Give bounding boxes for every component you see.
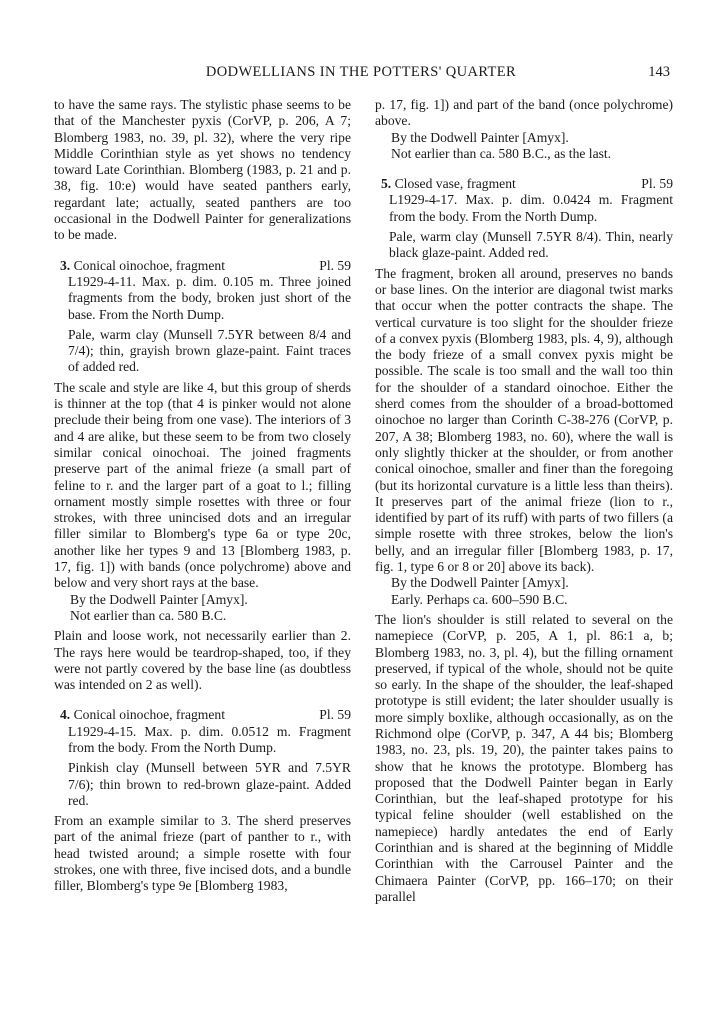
paragraph-continuation: to have the same rays. The stylistic phase seems to be that of the Manchester pyxis (CorVP, p. 206, A 7; Blomberg 1983, no. 39, pl. 32), where the very ripe Middle Corinthian style as yet shows no tendency toward Late Corinthian. Blomberg (1983, p. 21 and p. 38, fig. 10:e) would have seated panthers early, regardant late; actually, seated panthers are too occasional in the Dodwell Painter for generalizations to be made.: [54, 97, 351, 243]
entry-5-plate: Pl. 59: [641, 176, 673, 192]
entry-5-description: The fragment, broken all around, preserves no bands or base lines. On the interior are diagonal twist marks that occur when the potter contracts the shape. The vertical curvature is too slight for the shoulder frieze of a convex pyxis (Blomberg 1983, pls. 4, 9), although the body frieze of a small convex pyxis might be possible. The scale is too small and the wall too thin for the shoulder of a standard oinochoe. Either the sherd comes from the shoulder of a broad-bottomed oinochoe no larger than Corinth C-38-276 (CorVP, p. 207, A 38; Blomberg 1983, no. 60), where the wall is only slightly thicker at the shoulder, or from another conical oinochoe, smaller and finer than the foregoing (but its horizontal curvature is a little less than theirs). It preserves part of the animal frieze (lion to r., identified by part of its ruff) with parts of two fillers (a simple rosette with three strokes, below the lion's belly, and an irregular filler [Blomberg 1983, p. 17, fig. 1, type 6 or 8 or 20] above its back).: [375, 265, 673, 575]
entry-5-attribution: By the Dodwell Painter [Amyx].: [391, 575, 569, 591]
page-header: [0, 64, 722, 84]
entry-3-title: Conical oinochoe, fragment: [73, 257, 225, 273]
entry-3-plate: Pl. 59: [319, 257, 351, 273]
entry-4-description-continuation: p. 17, fig. 1]) and part of the band (once polychrome) above.: [375, 97, 673, 129]
entry-3-note: Plain and loose work, not necessarily earlier than 2. The rays here would be teardrop-shaped, too, if they were not partly covered by the base line (as doubtless was intended on 2 as well).: [54, 628, 351, 693]
entry-5-note: The lion's shoulder is still related to several on the namepiece (CorVP, p. 205, A 1, pl. 86:1 a, b; Blomberg 1983, no. 3, pl. 4), but the filling ornament preserved, if typical of the whole, should not be quite so early. In the shape of the shoulder, the leaf-shaped prototype is still evident; the later shoulder usually is more simply boxlike, although occasionally, as on the Richmond olpe (CorVP, p. 347, A 44 bis; Blomberg 1983, no. 23, pls. 19, 20), the painter takes pains to show that he knows the prototype. Blomberg has proposed that the Dodwell Painter began in Early Corinthian, but the leaf-shaped prototype for his typical feline shoulder (well established on the namepiece) hardly antedates the end of Early Corinthian and is shared at the beginning of Middle Corinthian with the Carrousel Painter and the Chimaera Painter (CorVP, pp. 166–170; on their parallel: [375, 611, 673, 904]
entry-3-description: The scale and style are like 4, but this group of sherds is thinner at the top (that 4 is pinker would not alone preclude their being from one vase). The interiors of 3 and 4 are alike, but these seem to be from two closely similar conical oinochoai. The joined fragments preserve part of the animal frieze (a small part of feline to r. and the larger part of a goat to l.; filling ornament mostly simple rosettes with three or four strokes, with three unincised dots and an irregular filler similar to Blomberg's type 6a or type 20c, another like her types 9 and 13 [Blomberg 1983, p. 17, fig. 1]) with bands (once polychrome) above and below and very short rays at the base.: [54, 379, 351, 591]
running-head: DODWELLIANS IN THE POTTERS' QUARTER: [205, 64, 517, 80]
entry-4-attribution: By the Dodwell Painter [Amyx].: [391, 129, 569, 145]
entry-4-heading: [60, 707, 351, 723]
entry-4-number: 4.: [60, 707, 71, 723]
entry-3-attribution: By the Dodwell Painter [Amyx].: [70, 591, 248, 607]
left-column: [54, 97, 351, 895]
entry-4-inventory: L1929-4-15. Max. p. dim. 0.0512 m. Fragment from the body. From the North Dump.: [68, 723, 351, 755]
entry-5-heading: [381, 176, 673, 192]
right-column: [375, 97, 673, 905]
entry-5-number: 5.: [381, 176, 392, 192]
entry-5-fabric: Pale, warm clay (Munsell 7.5YR 8/4). Thin, nearly black glaze-paint. Added red.: [389, 229, 673, 261]
entry-3-fabric: Pale, warm clay (Munsell 7.5YR between 8/4 and 7/4); thin, grayish brown glaze-paint. Faint traces of added red.: [68, 326, 351, 375]
entry-3-number: 3.: [60, 257, 71, 273]
page-number: 143: [648, 64, 670, 80]
entry-4-title: Conical oinochoe, fragment: [73, 707, 225, 723]
entry-5-date: Early. Perhaps ca. 600–590 B.C.: [391, 591, 568, 607]
entry-3-heading: [60, 258, 351, 274]
entry-3-inventory: L1929-4-11. Max. p. dim. 0.105 m. Three joined fragments from the body, broken just short of the base. From the North Dump.: [68, 273, 351, 322]
entry-4-fabric: Pinkish clay (Munsell between 5YR and 7.5YR 7/6); thin brown to red-brown glaze-paint. Added red.: [68, 760, 351, 808]
entry-5-title: Closed vase, fragment: [394, 176, 516, 192]
entry-4-description: From an example similar to 3. The sherd preserves part of the animal frieze (part of panther to r., with head twisted around; a simple rosette with four strokes, one with three, five incised dots, and a bundle filler, Blomberg's type 9e [Blomberg 1983,: [54, 813, 351, 894]
entry-4-plate: Pl. 59: [319, 707, 351, 723]
entry-4-date: Not earlier than ca. 580 B.C., as the last.: [391, 145, 612, 161]
entry-5-inventory: L1929-4-17. Max. p. dim. 0.0424 m. Fragment from the body. From the North Dump.: [389, 192, 673, 224]
entry-3-date: Not earlier than ca. 580 B.C.: [70, 607, 227, 623]
